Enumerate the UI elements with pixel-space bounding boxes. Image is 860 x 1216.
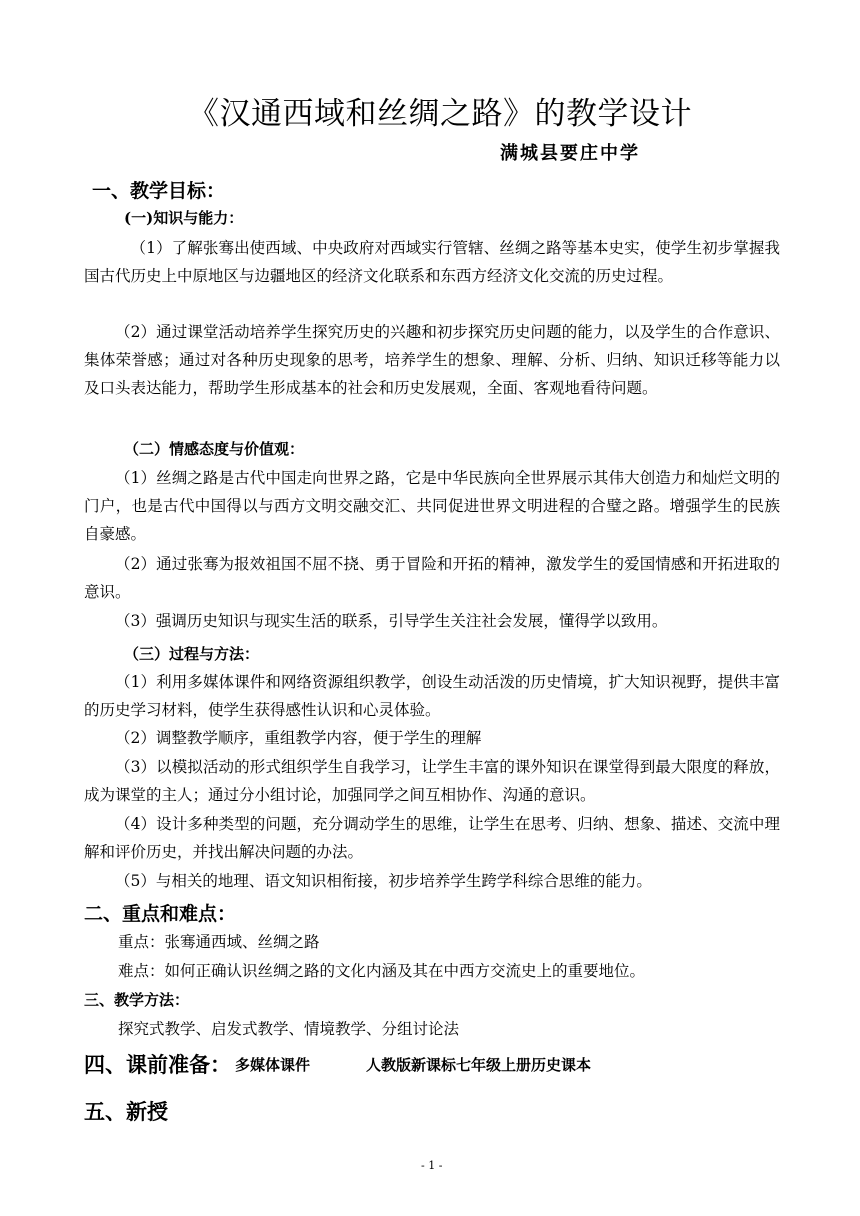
- section1-sub2-heading: （二）情感态度与价值观：: [124, 440, 305, 458]
- preparation-item-1: 多媒体课件: [235, 1056, 311, 1074]
- section1-sub3-heading: （三）过程与方法：: [124, 645, 260, 663]
- section1-sub1-paragraph-2: （2）通过课堂活动培养学生探究历史的兴趣和初步探究历史问题的能力，以及学生的合作意识、集体荣誉感；通过对各种历史现象的思考，培养学生的想象、理解、分析、归纳、知识迁移等能力以及口头表达能力，帮助学生形成基本的社会和历史发展观，全面、客观地看待问题。: [84, 323, 780, 397]
- section1-sub1-heading: (一)知识与能力：: [124, 209, 244, 227]
- section1-sub3-paragraph-2: （2）调整教学顺序，重组教学内容，便于学生的理解: [115, 729, 482, 747]
- section1-sub3-paragraph-3: （3）以模拟活动的形式组织学生自我学习，让学生丰富的课外知识在课堂得到最大限度的释放，成为课堂的主人；通过分小组讨论，加强同学之间互相协作、沟通的意识。: [84, 758, 780, 804]
- section1-sub2-paragraph-1: （1）丝绸之路是古代中国走向世界之路，它是中华民族向全世界展示其伟大创造力和灿烂文明的门户，也是古代中国得以与西方文明交融交汇、共同促进世界文明进程的合璧之路。增强学生的民族自豪感。: [84, 469, 780, 543]
- key-point: 重点：张骞通西域、丝绸之路: [118, 933, 320, 951]
- preparation-item-2: 人教版新课标七年级上册历史课本: [366, 1056, 592, 1074]
- section5-heading: 五、新授: [84, 1099, 168, 1124]
- section4-heading: 四、课前准备：: [84, 1052, 231, 1077]
- section1-sub1-paragraph-1: （1）了解张骞出使西域、中央政府对西域实行管辖、丝绸之路等基本史实，使学生初步掌握我国古代历史上中原地区与边疆地区的经济文化联系和东西方经济文化交流的历史过程。: [84, 239, 780, 285]
- page-number: - 1 -: [421, 1159, 443, 1172]
- school-name: 满城县要庄中学: [500, 143, 640, 164]
- section3-heading: 三、教学方法：: [84, 991, 190, 1009]
- teaching-methods: 探究式教学、启发式教学、情境教学、分组讨论法: [118, 1020, 460, 1038]
- difficult-point: 难点：如何正确认识丝绸之路的文化内涵及其在中西方交流史上的重要地位。: [118, 962, 646, 980]
- section1-sub3-paragraph-1: （1）利用多媒体课件和网络资源组织教学，创设生动活泼的历史情境，扩大知识视野，提供丰富的历史学习材料，使学生获得感性认识和心灵体验。: [84, 673, 780, 719]
- document-title: 《汉通西域和丝绸之路》的教学设计: [188, 96, 692, 132]
- section1-sub3-paragraph-5: （5）与相关的地理、语文知识相衔接，初步培养学生跨学科综合思维的能力。: [115, 872, 652, 890]
- section1-sub2-paragraph-2: （2）通过张骞为报效祖国不屈不挠、勇于冒险和开拓的精神，激发学生的爱国情感和开拓进取的意识。: [84, 555, 780, 601]
- section1-heading: 一、教学目标：: [92, 180, 226, 202]
- section1-sub3-paragraph-4: （4）设计多种类型的问题，充分调动学生的思维，让学生在思考、归纳、想象、描述、交流中理解和评价历史，并找出解决问题的办法。: [84, 815, 780, 861]
- section2-heading: 二、重点和难点：: [84, 903, 237, 925]
- section1-sub2-paragraph-3: （3）强调历史知识与现实生活的联系，引导学生关注社会发展，懂得学以致用。: [115, 612, 668, 630]
